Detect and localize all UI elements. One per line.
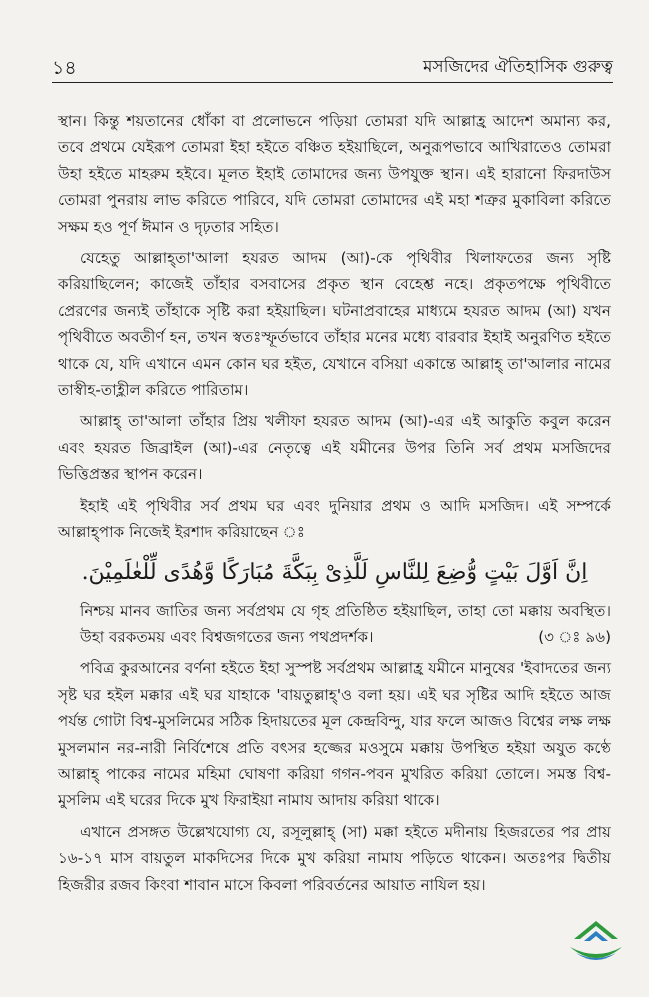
translation-text: নিশ্চয় মানব জাতির জন্য সর্বপ্রথম যে গৃহ প্রতিষ্ঠিত হইয়াছিল, তাহা তো মক্কায় অবস্থিত। উহা বরকতময় এবং বিশ্বজগতের জন্য পথপ্রদর্শক।	[80, 601, 611, 646]
paragraph: আল্লাহ্ তা'আলা তাঁহার প্রিয় খলীফা হযরত আদম (আ)-এর এই আকুতি কবুল করেন এবং হযরত জিব্রাইল (আ)-এর নেতৃত্বে এই যমীনের উপর তিনি সর্ব প্রথম মসজিদের ভিত্তিপ্রস্তর স্থাপন করেন।	[58, 412, 611, 484]
arabic-verse: اِنَّ اَوَّلَ بَيْتٍ وُّضِعَ لِلنَّاسِ لَلَّذِىْ بِبَكَّةَ مُبَارَكًا وَّهُدًى لِّلْعٰلَمِيْنَ.	[81, 559, 588, 585]
verse-reference: (৩ ঃ ৯৬)	[538, 627, 611, 646]
body-text	[58, 108, 611, 903]
paragraph: পবিত্র কুরআনের বর্ণনা হইতে ইহা সুস্পষ্ট সর্বপ্রথম আল্লাহ্র যমীনে মানুষের 'ইবাদতের জন্য সৃষ্ট ঘর হইল মক্কার এই ঘর যাহাকে 'বায়তুল্লাহ্'ও বলা হয়। এই ঘর সৃষ্টির আদি হইতে আজ পর্যন্ত গোটা বিশ্ব-মুসলিমের সঠিক হিদায়তের মূল কেন্দ্রবিন্দু, যার ফলে আজও বিশ্বের লক্ষ লক্ষ মুসলমান নর-নারী নির্বিশেষে প্রতি বৎসর হজ্জের মওসুমে মক্কায় উপস্থিত হইয়া অযুত কণ্ঠে আল্লাহ্ পাকের নামের মহিমা ঘোষণা করিয়া গগন-পবন মুখরিত করিয়া তোলে। সমস্ত বিশ্ব-মুসলিম এই ঘরের দিকে মুখ ফিরাইয়া নামায আদায় করিয়া থাকে।	[58, 659, 611, 810]
page-header	[52, 52, 613, 83]
paragraph: স্থান। কিন্তু শয়তানের ধোঁকা বা প্রলোভনে পড়িয়া তোমরা যদি আল্লাহ্র আদেশ অমান্য কর, তবে প্রথমে যেইরূপ তোমরা ইহা হইতে বঞ্চিত হইয়াছিলে, অনুরূপভাবে আখিরাতেও তোমরা উহা হইতে মাহরুম হইবে। মূলত ইহাই তোমাদের জন্য উপযুক্ত স্থান। এই হারানো ফিরদাউস তোমরা পুনরায় লাভ করিতে পারিবে, যদি তোমরা তোমাদের এই মহা শত্রুর মুকাবিলা করিতে সক্ষম হও পূর্ণ ঈমান ও দৃঢ়তার সহিত।	[58, 112, 611, 236]
paragraph: এখানে প্রসঙ্গত উল্লেখযোগ্য যে, রসূলুল্লাহ্ (সা) মক্কা হইতে মদীনায় হিজরতের পর প্রায় ১৬-১৭ মাস বায়তুল মাকদিসের দিকে মুখ করিয়া নামায পড়িতে থাকেন। অতঃপর দ্বিতীয় হিজরীর রজব কিংবা শাবান মাসে কিবলা পরিবর্তনের আয়াত নাযিল হয়।	[58, 822, 611, 894]
verse-translation	[58, 598, 611, 651]
running-title: মসজিদের ঐতিহাসিক গুরুত্ব	[422, 57, 613, 77]
paragraph: যেহেতু আল্লাহ্তা'আলা হযরত আদম (আ)-কে পৃথিবীর খিলাফতের জন্য সৃষ্টি করিয়াছিলেন; কাজেই তাঁহার বসবাসের প্রকৃত স্থান বেহেশ্ত নহে। প্রকৃতপক্ষে পৃথিবীতে প্রেরণের জন্যই তাঁহাকে সৃষ্টি করা হইয়াছিল। ঘটনাপ্রবাহের মাধ্যমে হযরত আদম (আ) যখন পৃথিবীতে অবতীর্ণ হন, তখন স্বতঃস্ফূর্তভাবে তাঁহার মনের মধ্যে বারবার ইহাই অনুরণিত হইতে থাকে যে, যদি এখানে এমন কোন ঘর হইত, যেখানে বসিয়া একান্তে আল্লাহ্ তা'আলার নামের তাস্বীহ-তাহ্লীল করিতে পারিতাম।	[58, 249, 611, 400]
publisher-logo-icon	[566, 917, 626, 969]
paragraph: ইহাই এই পৃথিবীর সর্ব প্রথম ঘর এবং দুনিয়ার প্রথম ও আদি মসজিদ। এই সম্পর্কে আল্লাহ্পাক নিজেই ইরশাদ করিয়াছেন ঃ	[58, 496, 611, 542]
page-number: ১৪	[52, 57, 77, 79]
